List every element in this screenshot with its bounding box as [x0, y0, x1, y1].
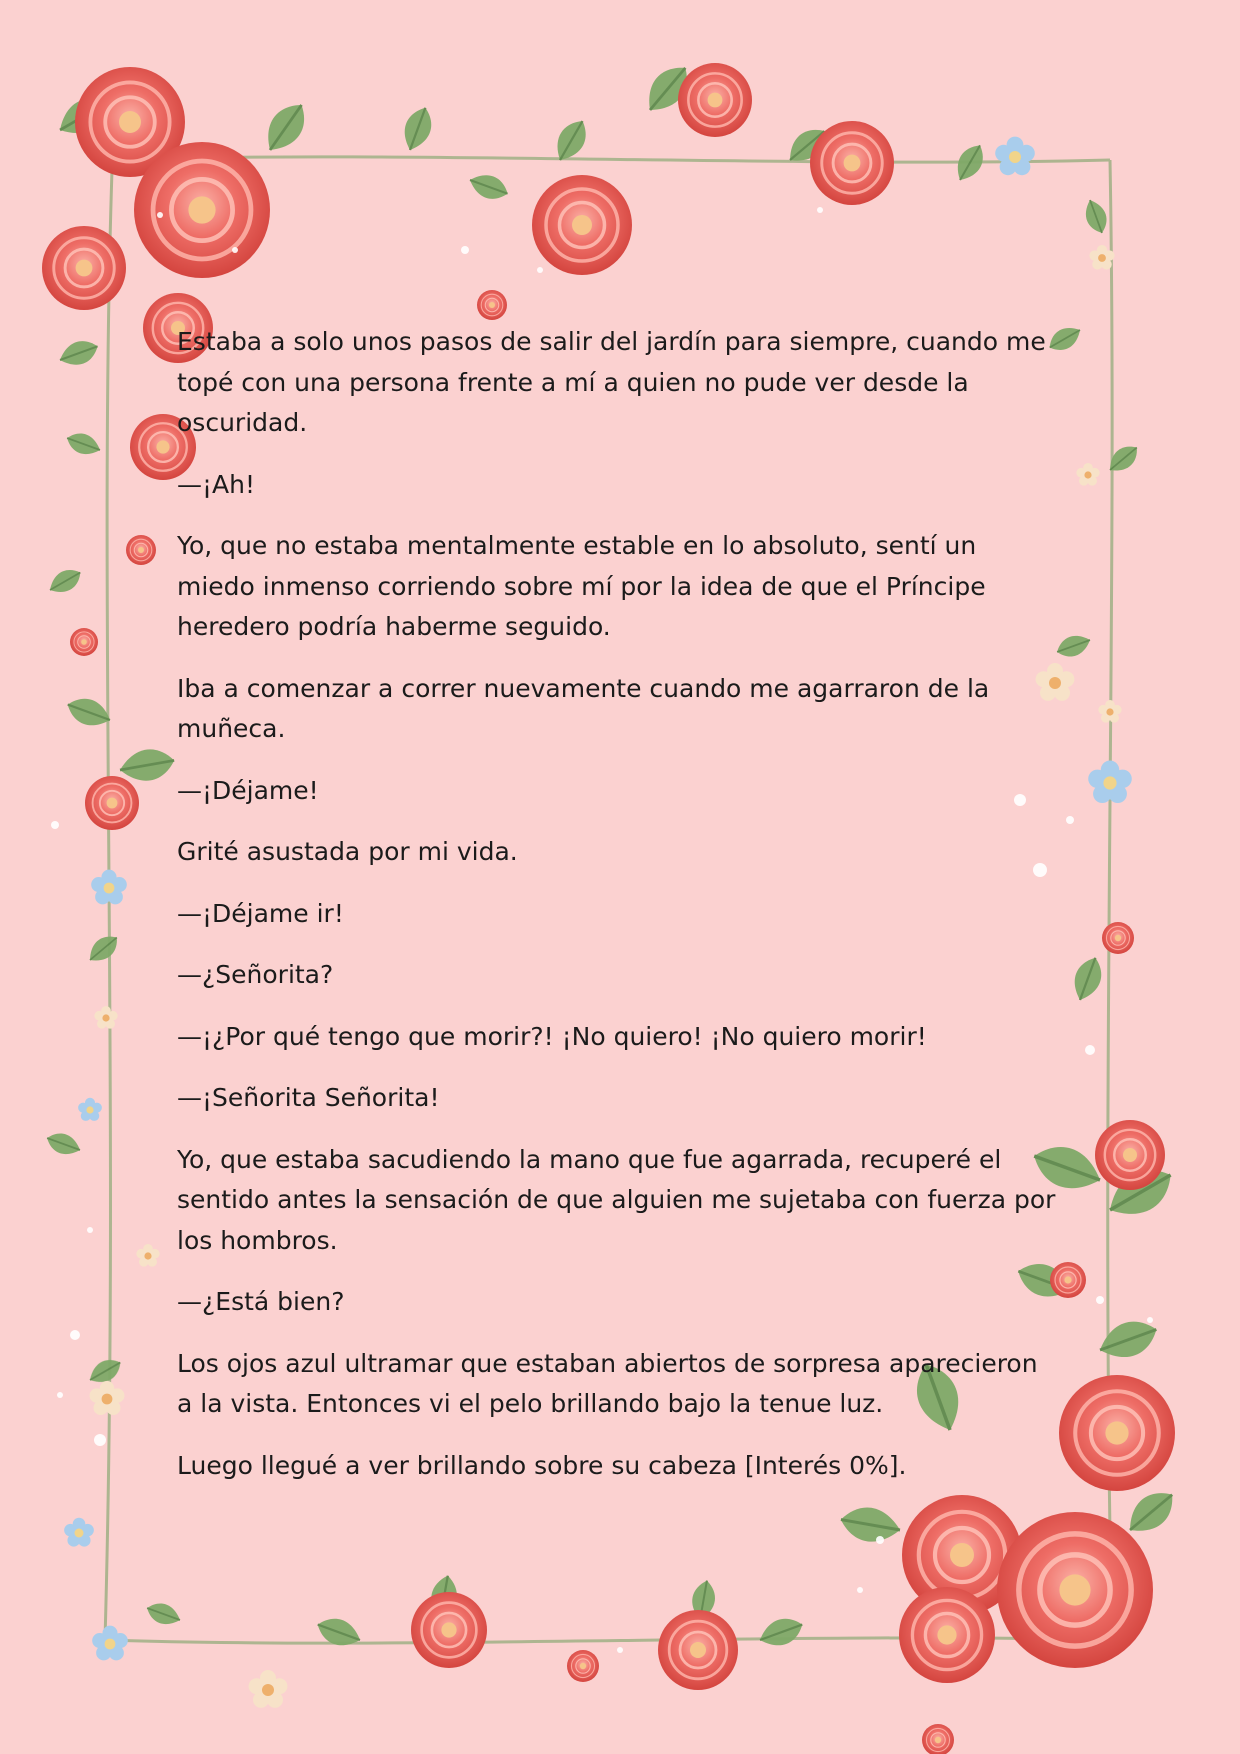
paragraph: Estaba a solo unos pasos de salir del jardín para siempre, cuando me topé con una persona frente a mí a quien no pude ver desde la oscuridad. [177, 327, 1046, 437]
story-text [177, 322, 1057, 1507]
dialogue-line: —¡Déjame! [177, 775, 319, 805]
dialogue-line: —¡Déjame ir! [177, 898, 344, 928]
paragraph: Luego llegué a ver brillando sobre su cabeza [Interés 0%]. [177, 1450, 907, 1480]
paragraph: Grité asustada por mi vida. [177, 837, 518, 866]
dialogue-line: —¿Está bien? [177, 1287, 345, 1316]
paragraph: Yo, que no estaba mentalmente estable en lo absoluto, sentí un miedo inmenso corriendo sobre mí por la idea de que el Príncipe heredero podría haberme seguido. [177, 531, 986, 641]
dialogue-line: —¡Ah! [177, 469, 255, 499]
paragraph: Los ojos azul ultramar que estaban abiertos de sorpresa aparecieron a la vista. Entonces vi el pelo brillando bajo la tenue luz. [177, 1348, 1038, 1418]
paragraph: Yo, que estaba sacudiendo la mano que fue agarrada, recuperé el sentido antes la sensación de que alguien me sujetaba con fuerza por los hombros. [177, 1144, 1056, 1255]
paragraph: Iba a comenzar a correr nuevamente cuando me agarraron de la muñeca. [177, 673, 990, 743]
dialogue-line: —¡¿Por qué tengo que morir?! ¡No quiero! ¡No quiero morir! [177, 1021, 927, 1051]
dialogue-line: —¿Señorita? [177, 960, 334, 989]
dialogue-line: —¡Señorita Señorita! [177, 1083, 440, 1112]
